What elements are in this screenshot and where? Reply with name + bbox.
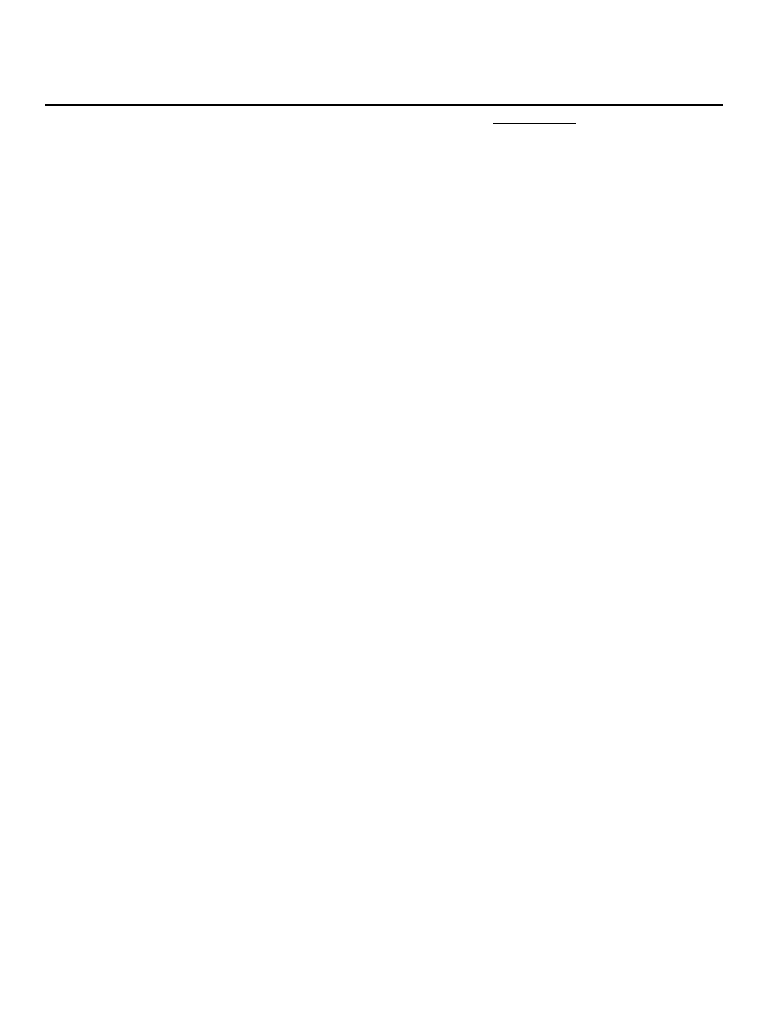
column-header (493, 120, 576, 124)
header-divider (45, 104, 723, 106)
